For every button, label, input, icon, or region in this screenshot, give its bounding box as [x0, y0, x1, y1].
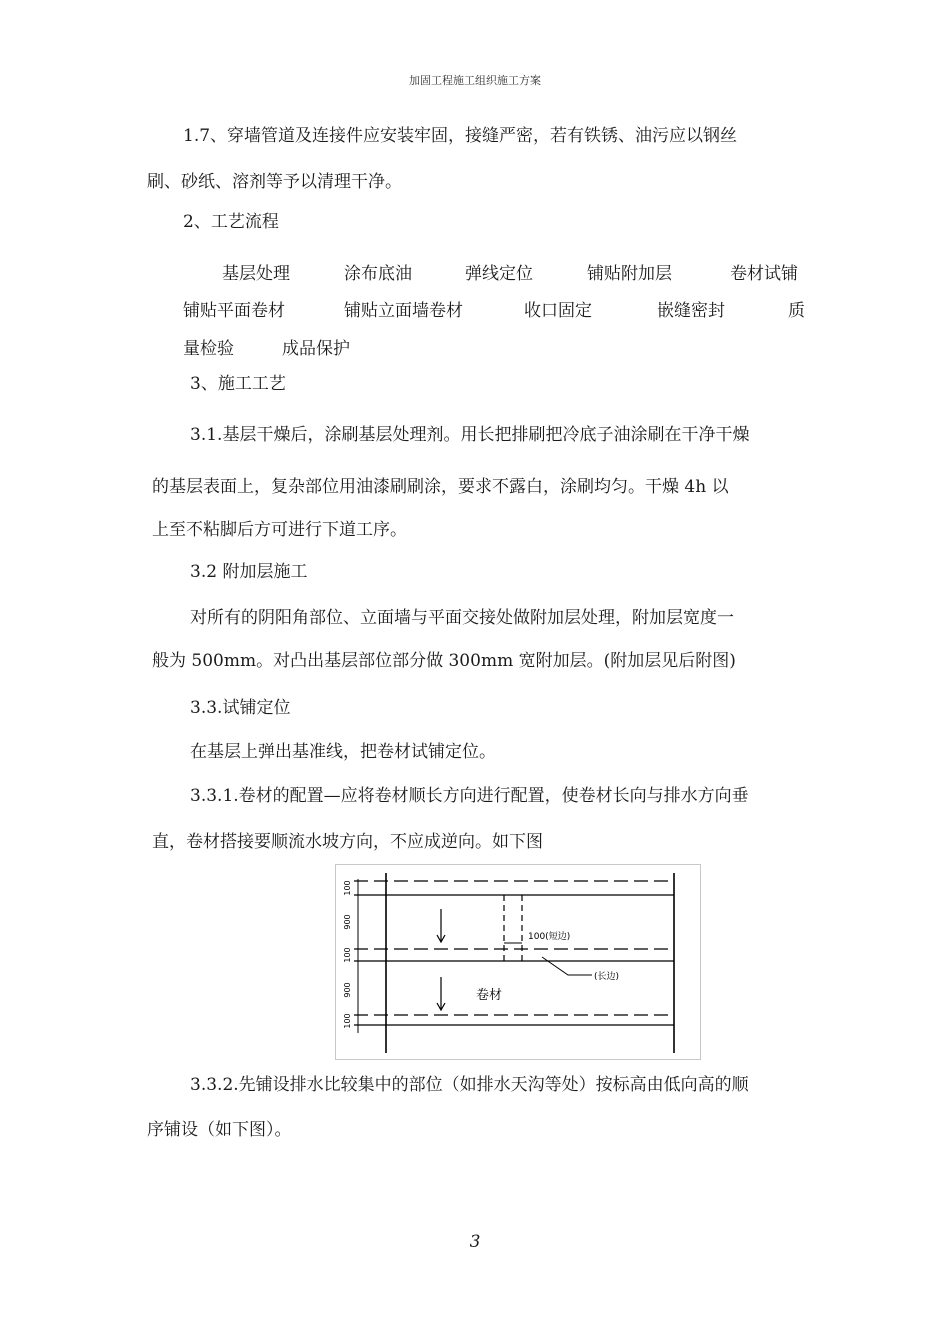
dim-label: 100	[343, 880, 352, 896]
paragraph-3-3-2-line1: 3.3.2.先铺设排水比较集中的部位（如排水天沟等处）按标高由低向高的顺	[190, 1075, 749, 1095]
page-header: 加固工程施工组织施工方案	[409, 74, 541, 87]
paragraph-3-3: 在基层上弹出基准线，把卷材试铺定位。	[190, 742, 496, 762]
paragraph-3-2-line1: 对所有的阴阳角部位、立面墙与平面交接处做附加层处理，附加层宽度一	[190, 608, 734, 628]
flow-step: 卷材试铺	[730, 264, 798, 284]
long-edge-label: (长边)	[594, 972, 620, 982]
flow-step: 嵌缝密封	[657, 301, 725, 321]
paragraph-1-7-line1: 1.7、穿墙管道及连接件应安装牢固，接缝严密，若有铁锈、油污应以钢丝	[183, 126, 738, 146]
flow-step: 基层处理	[222, 264, 290, 284]
short-edge-label: 100(短边)	[528, 932, 571, 942]
paragraph-3-3-1-line1: 3.3.1.卷材的配置—应将卷材顺长方向进行配置，使卷材长向与排水方向垂	[190, 786, 749, 806]
heading-3-2: 3.2 附加层施工	[190, 562, 308, 582]
paragraph-3-3-1-line2: 直，卷材搭接要顺流水坡方向，不应成逆向。如下图	[152, 832, 543, 852]
heading-3-3: 3.3.试铺定位	[190, 698, 291, 718]
paragraph-3-3-2-line2: 序铺设（如下图）。	[147, 1120, 292, 1140]
flow-step: 铺贴平面卷材	[183, 301, 285, 321]
flow-step: 质	[788, 301, 805, 321]
roll-layout-diagram	[336, 865, 700, 1059]
flow-step: 铺贴立面墙卷材	[344, 301, 463, 321]
heading-construction-process: 3、施工工艺	[190, 374, 286, 394]
dim-label: 100	[343, 1013, 352, 1029]
flow-step: 量检验	[183, 339, 234, 359]
flow-step: 弹线定位	[465, 264, 533, 284]
heading-process-flow: 2、工艺流程	[183, 212, 279, 232]
dim-label: 100	[343, 947, 352, 963]
flow-step: 收口固定	[524, 301, 592, 321]
flow-step: 铺贴附加层	[587, 264, 672, 284]
paragraph-3-1-line1: 3.1.基层干燥后，涂刷基层处理剂。用长把排刷把冷底子油涂刷在干净干燥	[190, 425, 750, 445]
roll-layout-figure	[335, 864, 701, 1060]
flow-step: 涂布底油	[344, 264, 412, 284]
paragraph-3-1-line3: 上至不粘脚后方可进行下道工序。	[152, 520, 407, 540]
flow-step: 成品保护	[282, 339, 350, 359]
page-number: 3	[469, 1232, 481, 1252]
paragraph-3-1-line2: 的基层表面上，复杂部位用油漆刷刷涂，要求不露白，涂刷均匀。干燥 4h 以	[152, 477, 729, 497]
paragraph-3-2-line2: 般为 500mm。对凸出基层部位部分做 300mm 宽附加层。(附加层见后附图)	[152, 651, 736, 671]
dim-label: 900	[343, 982, 352, 998]
material-label: 卷材	[476, 988, 503, 1003]
paragraph-1-7-line2: 刷、砂纸、溶剂等予以清理干净。	[147, 172, 402, 192]
dim-label: 900	[343, 914, 352, 930]
